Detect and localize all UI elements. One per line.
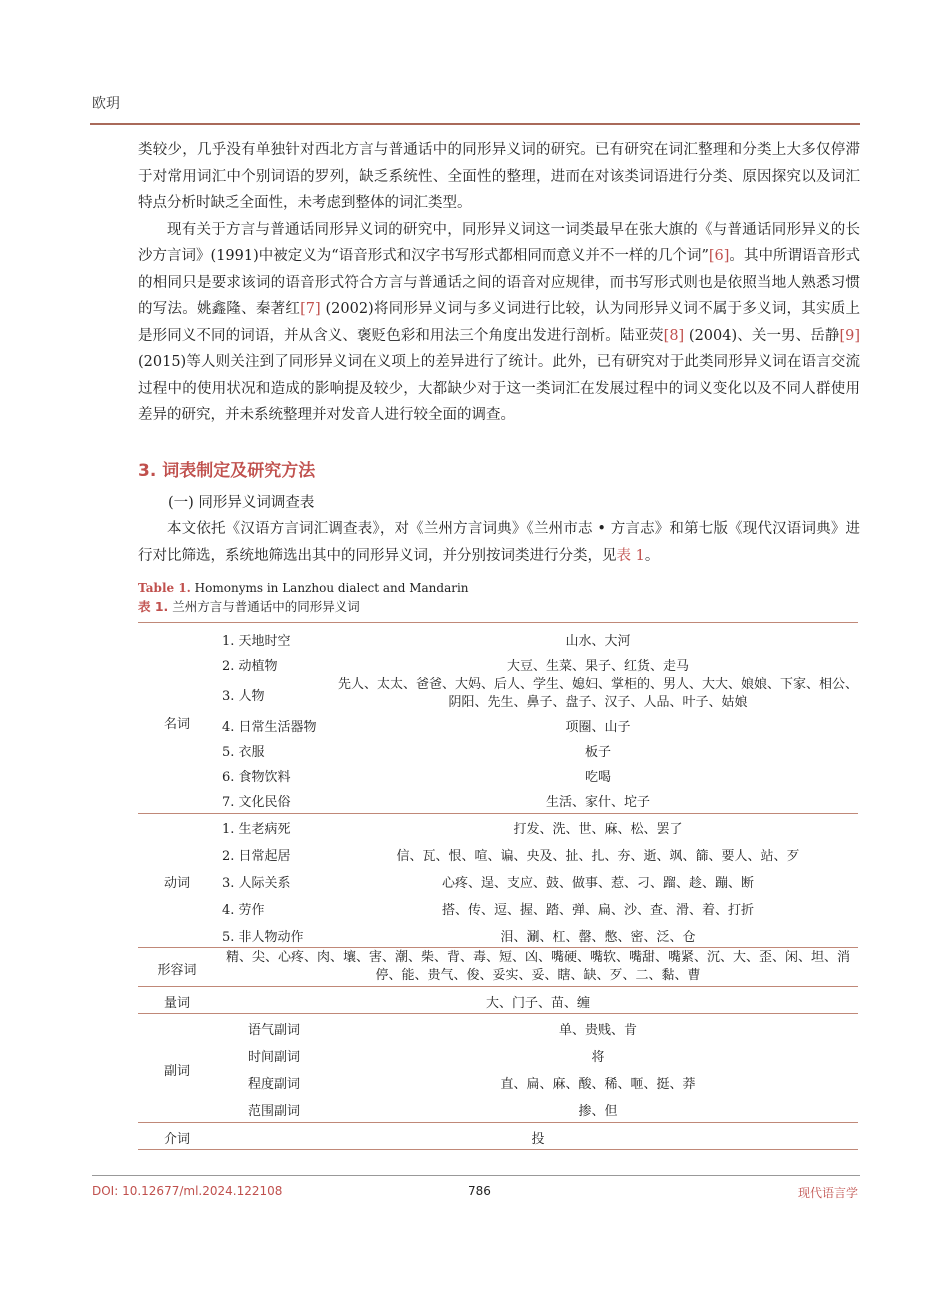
word-list: 大、门子、苗、缠 bbox=[485, 996, 590, 1011]
table-top-rule bbox=[138, 622, 858, 623]
word-list: 山水、大河 bbox=[565, 634, 631, 649]
word-list: 精、尖、心疼、肉、壤、害、潮、柴、背、毒、短、凶、嘴硬、嘴软、嘴甜、嘴紧、沉、大、歪、闲、坦、消停、能、贵气、俊、妥实、妥、瞎、缺、歹、二、黏、曹 bbox=[225, 950, 850, 983]
word-list: 心疼、逞、支应、鼓、做事、惹、刁、蹓、趁、蹦、断 bbox=[441, 876, 754, 891]
word-list: 先人、太太、爸爸、大妈、后人、学生、媳妇、掌柜的、男人、大大、娘娘、下家、相公、阴阳、先生、鼻子、盘子、汉子、人品、叶子、姑娘 bbox=[338, 677, 859, 710]
section-title: 3. 词表制定及研究方法 bbox=[138, 461, 316, 481]
caption-cn-label: 表 1. bbox=[138, 599, 169, 614]
subcategory: 4. 日常生活器物 bbox=[222, 720, 317, 735]
category-label: 副词 bbox=[163, 1064, 190, 1079]
subcategory: 7. 文化民俗 bbox=[222, 795, 291, 810]
word-list: 生活、家什、坨子 bbox=[545, 795, 650, 810]
p2-text-a: 现有关于方言与普通话同形异义词的研究中，同形异义词这一词类最早在张大旗的《与普通话同形异义的长沙方言词》(1991)中被定义为“语音形式和汉字书写形式都相同而意义并不一样的几个词” bbox=[138, 221, 860, 264]
table-bottom-rule bbox=[138, 1149, 858, 1150]
subcategory: 语气副词 bbox=[248, 1023, 301, 1038]
p3-text-b: 。 bbox=[644, 547, 660, 564]
p2-text-e: (2004)、关一男、岳静 bbox=[684, 327, 840, 344]
word-list: 项圈、山子 bbox=[565, 720, 631, 735]
category-label: 量词 bbox=[163, 996, 190, 1011]
journal-name[interactable]: 现代语言学 bbox=[797, 1186, 858, 1200]
subcategory: 3. 人物 bbox=[222, 689, 265, 704]
category-label: 介词 bbox=[163, 1132, 190, 1147]
subcategory: 时间副词 bbox=[248, 1050, 301, 1065]
paragraph-3 bbox=[138, 516, 860, 569]
subcategory: 5. 衣服 bbox=[222, 745, 265, 760]
citation-link[interactable]: [8] bbox=[663, 327, 685, 344]
table-caption-cn bbox=[138, 597, 360, 615]
body-text bbox=[138, 137, 860, 429]
paragraph-1: 类较少，几乎没有单独针对西北方言与普通话中的同形异义词的研究。已有研究在词汇整理和分类上大多仅停滞于对常用词汇中个别词语的罗列，缺乏系统性、全面性的整理，进而在对该类词语进行分类、原因探究以及词汇特点分析时缺乏全面性，未考虑到整体的词汇类型。 bbox=[138, 142, 860, 211]
word-list: 单、贵贱、肯 bbox=[558, 1023, 637, 1038]
row-divider bbox=[138, 947, 858, 948]
citation-link[interactable]: [9] bbox=[839, 327, 861, 344]
word-list: 大豆、生菜、果子、红货、走马 bbox=[506, 659, 689, 674]
table-caption-en bbox=[138, 581, 469, 595]
subsection-title: (一) 同形异义词调查表 bbox=[168, 495, 315, 511]
word-list: 泪、涮、杠、罄、憋、密、泛、仓 bbox=[500, 930, 696, 945]
subcategory: 6. 食物饮料 bbox=[222, 770, 291, 785]
subcategory: 2. 动植物 bbox=[222, 659, 278, 674]
category-label: 形容词 bbox=[157, 963, 197, 978]
word-list: 打发、洗、世、麻、松、罢了 bbox=[513, 822, 683, 837]
word-list: 吃喝 bbox=[584, 770, 611, 785]
subcategory: 5. 非人物动作 bbox=[222, 930, 304, 945]
word-list: 板子 bbox=[584, 745, 611, 760]
row-divider bbox=[138, 986, 858, 987]
p3-text-a: 本文依托《汉语方言词汇调查表》，对《兰州方言词典》《兰州市志 • 方言志》和第七版《现代汉语词典》进行对比筛选，系统地筛选出其中的同形异义词，并分别按词类进行分类，见 bbox=[138, 521, 860, 564]
word-list: 搭、传、逗、握、踏、弹、扁、沙、查、滑、着、打折 bbox=[441, 903, 754, 918]
p2-text-f: (2015)等人则关注到了同形异义词在义项上的差异进行了统计。此外，已有研究对于此类同形异义词在语言交流过程中的使用状况和造成的影响提及较少，大都缺少对于这一类词汇在发展过程中的词义变化以及不同人群使用差异的研究，并未系统整理并对发音人进行较全面的调查。 bbox=[138, 354, 860, 423]
table-ref-link[interactable]: 表 1 bbox=[616, 547, 645, 564]
subcategory: 4. 劳作 bbox=[222, 903, 265, 918]
category-label: 动词 bbox=[163, 876, 190, 891]
row-divider bbox=[138, 1013, 858, 1014]
word-list: 掺、但 bbox=[578, 1104, 618, 1119]
caption-en-text: Homonyms in Lanzhou dialect and Mandarin bbox=[190, 581, 469, 595]
paragraph-2 bbox=[138, 217, 860, 429]
caption-en-label: Table 1. bbox=[138, 581, 191, 595]
subcategory: 程度副词 bbox=[248, 1077, 301, 1092]
row-divider bbox=[138, 1122, 858, 1123]
doi-link[interactable]: DOI: 10.12677/ml.2024.122108 bbox=[92, 1184, 283, 1198]
subcategory: 1. 天地时空 bbox=[222, 634, 291, 649]
header-rule bbox=[90, 123, 860, 125]
word-list: 直、扁、麻、酸、稀、咂、挺、莽 bbox=[500, 1077, 696, 1092]
word-list: 投 bbox=[531, 1132, 545, 1147]
header-author: 欧玥 bbox=[92, 96, 120, 112]
page-number: 786 bbox=[468, 1184, 491, 1198]
subcategory: 范围副词 bbox=[248, 1104, 301, 1119]
category-label: 名词 bbox=[163, 717, 190, 732]
word-list: 将 bbox=[591, 1050, 605, 1065]
caption-cn-text: 兰州方言与普通话中的同形异义词 bbox=[168, 599, 360, 614]
p2-text-d: (2002)将同形异义词与多义词进行比较，认为同形异义词不属于多义词，其实质上是形同义不同的词语，并从含义、褒贬色彩和用法三个角度出发进行剖析。陆亚荧 bbox=[138, 301, 861, 344]
footer-rule bbox=[92, 1175, 860, 1176]
body-text-2 bbox=[138, 516, 860, 569]
citation-link[interactable]: [6] bbox=[708, 248, 730, 264]
row-divider bbox=[138, 813, 858, 814]
p2-text-b: 。其中所谓语音形式的相同只是要求该词的语音形式符合方言与普通话之间的语音对应规律，而书写形式则也是依照当地人熟悉习惯的写法。姚鑫隆、秦著红 bbox=[138, 248, 861, 317]
subcategory: 2. 日常起居 bbox=[222, 849, 291, 864]
subcategory: 1. 生老病死 bbox=[222, 822, 291, 837]
word-list: 信、瓦、恨、喧、谝、央及、扯、扎、夯、逝、飒、篩、要人、站、歹 bbox=[396, 849, 800, 864]
subcategory: 3. 人际关系 bbox=[222, 876, 291, 891]
citation-link[interactable]: [7] bbox=[300, 301, 321, 317]
